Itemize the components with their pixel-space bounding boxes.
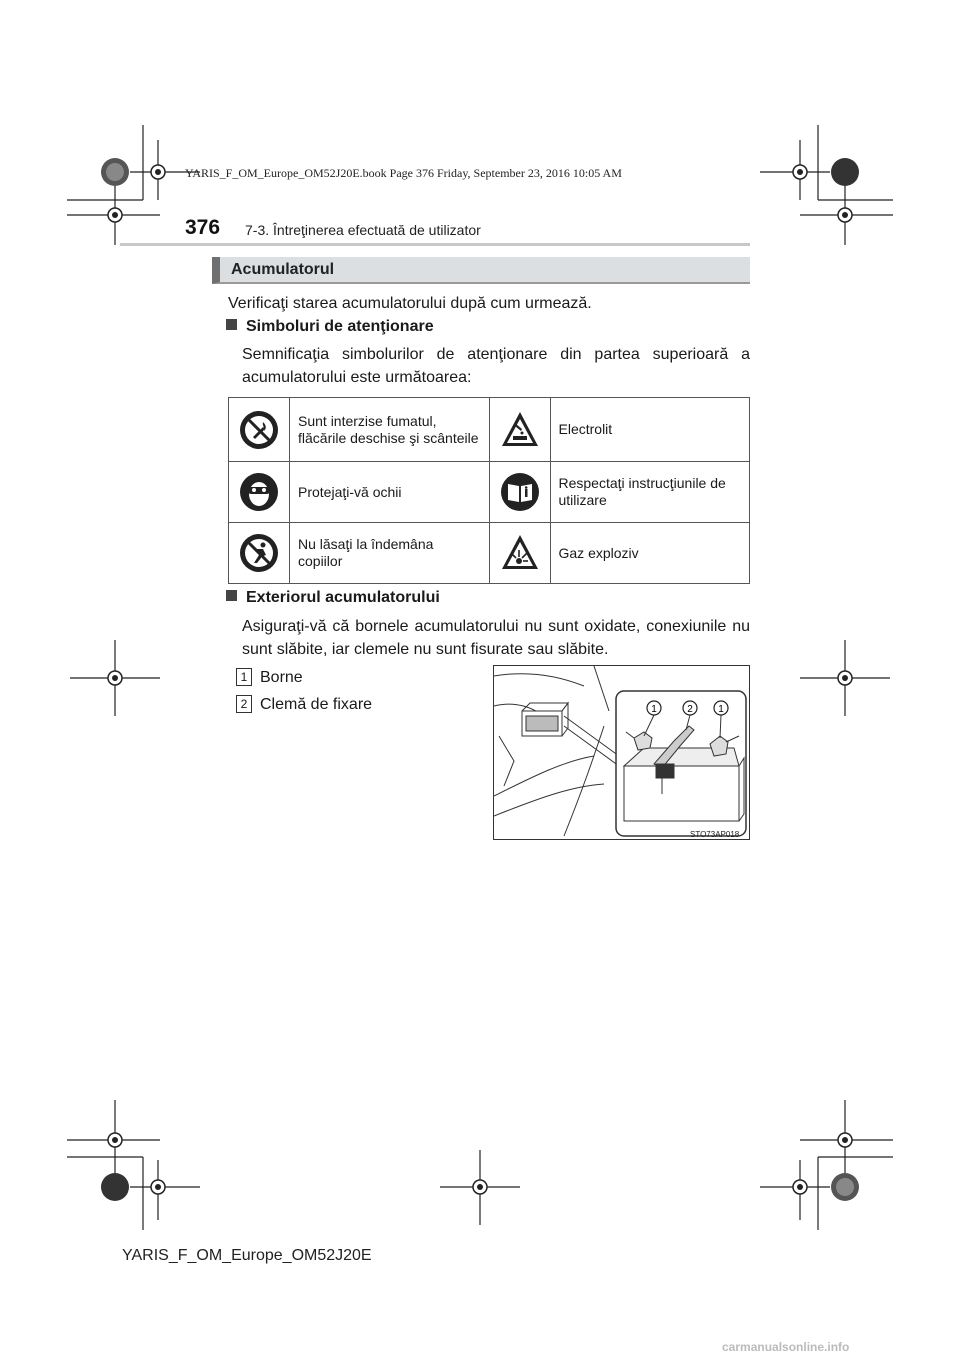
engine-bay-drawing — [494, 666, 749, 839]
figure-code: STO73AP018 — [690, 830, 740, 839]
legend-number: 1 — [236, 668, 252, 686]
symbol-label: Gaz exploziv — [550, 523, 750, 584]
title-bar — [212, 257, 750, 284]
symbol-cell — [229, 398, 290, 462]
watermark: carmanualsonline.info — [722, 1340, 850, 1354]
square-bullet-icon — [226, 319, 237, 330]
warning-symbols-table — [228, 397, 750, 584]
keep-from-children-icon — [239, 533, 279, 573]
exterior-heading: Exteriorul acumulatorului — [246, 589, 440, 606]
symbol-label: Electrolit — [550, 398, 750, 462]
symbol-label: Nu lăsaţi la îndemâna copiilor — [290, 523, 490, 584]
callout-label: 2 — [687, 704, 693, 715]
footer-doc-id: YARIS_F_OM_Europe_OM52J20E — [122, 1247, 372, 1264]
figure-callouts — [647, 701, 728, 715]
legend-item — [236, 668, 303, 687]
callout-label: 1 — [651, 704, 657, 715]
legend-item — [236, 695, 372, 714]
symbol-cell — [489, 523, 550, 584]
legend-number: 2 — [236, 695, 252, 713]
page-number: 376 — [185, 216, 221, 239]
callout-label: 1 — [718, 704, 724, 715]
intro-text: Verificaţi starea acumulatorului după cum urmează. — [228, 295, 592, 312]
section-heading: 7-3. Întreţinerea efectuată de utilizator — [245, 222, 481, 238]
page-title: Acumulatorul — [231, 261, 335, 278]
table-row — [229, 523, 750, 584]
read-instructions-icon — [500, 472, 540, 512]
bullet-heading-exterior — [226, 589, 440, 607]
symbols-heading: Simboluri de atenţionare — [246, 318, 434, 335]
table-row — [229, 398, 750, 462]
bullet-heading-symbols — [226, 318, 434, 336]
symbol-cell — [489, 462, 550, 523]
square-bullet-icon — [226, 590, 237, 601]
symbol-label: Respectaţi instrucţiunile de utilizare — [550, 462, 750, 523]
explosive-gas-icon — [500, 533, 540, 573]
book-info: YARIS_F_OM_Europe_OM52J20E.book Page 376 Friday, September 23, 2016 10:05 AM — [185, 166, 622, 180]
legend-label: Clemă de fixare — [260, 696, 373, 713]
eye-protection-icon — [239, 472, 279, 512]
symbol-cell — [489, 398, 550, 462]
no-smoking-flame-icon — [239, 410, 279, 450]
symbol-label: Protejaţi-vă ochii — [290, 462, 490, 523]
legend-label: Borne — [260, 669, 303, 686]
battery-illustration — [493, 665, 750, 840]
symbol-label: Sunt interzise fumatul, flăcările deschise şi scânteile — [290, 398, 490, 462]
electrolyte-icon — [500, 410, 540, 450]
exterior-description: Asiguraţi-vă că bornele acumulatorului nu sunt oxidate, conexiunile nu sunt slăbite, iar clemele nu sunt fisurate sau slăbite. — [242, 618, 750, 658]
symbol-cell — [229, 523, 290, 584]
symbols-description: Semnificaţia simbolurilor de atenţionare din partea superioară a acumulatorului este următoarea: — [242, 346, 750, 386]
header-rule — [120, 243, 750, 246]
table-row — [229, 462, 750, 523]
symbol-cell — [229, 462, 290, 523]
